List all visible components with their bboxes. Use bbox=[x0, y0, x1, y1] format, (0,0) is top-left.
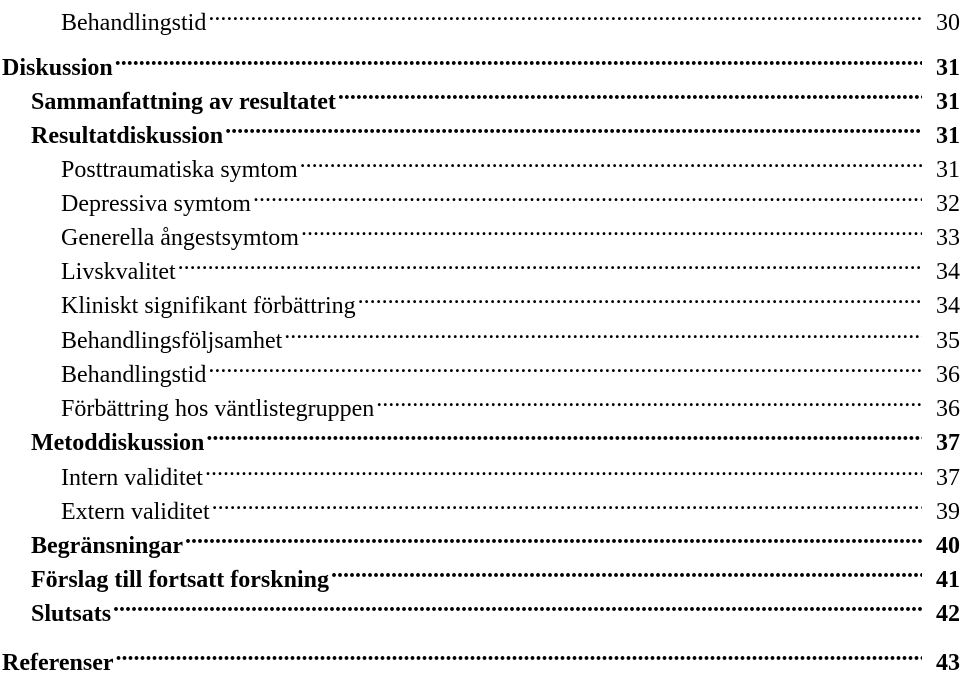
toc-entry-title: Behandlingsföljsamhet bbox=[61, 328, 283, 354]
toc-dot-leader bbox=[300, 147, 922, 177]
toc-entry[interactable] bbox=[0, 283, 960, 319]
toc-entry-page-number: 35 bbox=[936, 328, 960, 354]
toc-dot-leader bbox=[212, 489, 922, 519]
toc-entry-page-number: 36 bbox=[936, 362, 960, 388]
toc-entry-page-number: 30 bbox=[936, 10, 960, 36]
toc-dot-leader bbox=[301, 215, 922, 245]
toc-entry[interactable] bbox=[0, 455, 960, 491]
toc-dot-leader bbox=[205, 455, 922, 485]
toc-entry[interactable] bbox=[0, 0, 960, 36]
toc-entry[interactable] bbox=[0, 386, 960, 422]
toc-entry[interactable] bbox=[0, 147, 960, 183]
toc-dot-leader bbox=[178, 249, 922, 279]
toc-entry-page-number: 34 bbox=[936, 293, 960, 319]
toc-entry-page-number: 33 bbox=[936, 225, 960, 251]
toc-entry-title: Behandlingstid bbox=[61, 10, 207, 36]
toc-entry-page-number: 36 bbox=[936, 396, 960, 422]
toc-dot-leader bbox=[208, 352, 922, 382]
toc-entry-title: Generella ångestsymtom bbox=[61, 225, 299, 251]
toc-entry-page-number: 41 bbox=[936, 567, 960, 593]
toc-entry-title: Depressiva symtom bbox=[61, 191, 251, 217]
toc-dot-leader bbox=[115, 45, 922, 75]
toc-entry[interactable] bbox=[0, 489, 960, 525]
toc-entry-page-number: 31 bbox=[936, 89, 960, 115]
toc-dot-leader bbox=[376, 386, 922, 416]
toc-entry-title: Extern validitet bbox=[61, 499, 210, 525]
toc-entry-title: Kliniskt signifikant förbättring bbox=[61, 293, 356, 319]
toc-entry[interactable] bbox=[0, 352, 960, 388]
toc-entry[interactable] bbox=[0, 181, 960, 217]
toc-entry-title: Diskussion bbox=[2, 55, 113, 81]
toc-entry-page-number: 42 bbox=[936, 601, 960, 627]
toc-dot-leader bbox=[253, 181, 922, 211]
toc-entry[interactable] bbox=[0, 79, 960, 115]
toc-entry[interactable] bbox=[0, 45, 960, 81]
toc-entry-title: Intern validitet bbox=[61, 465, 203, 491]
toc-entry-title: Förslag till fortsatt forskning bbox=[31, 567, 329, 593]
toc-dot-leader bbox=[208, 0, 922, 30]
toc-entry-page-number: 39 bbox=[936, 499, 960, 525]
toc-entry[interactable] bbox=[0, 113, 960, 149]
toc-dot-leader bbox=[358, 283, 922, 313]
toc-dot-leader bbox=[185, 523, 922, 553]
toc-entry-title: Metoddiskussion bbox=[31, 430, 205, 456]
toc-entry-page-number: 31 bbox=[936, 55, 960, 81]
toc-entry-title: Begränsningar bbox=[31, 533, 184, 559]
toc-entry-page-number: 32 bbox=[936, 191, 960, 217]
toc-dot-leader bbox=[284, 318, 922, 348]
toc-entry[interactable] bbox=[0, 557, 960, 593]
toc-entry-page-number: 34 bbox=[936, 259, 960, 285]
toc-dot-leader bbox=[206, 420, 922, 450]
toc-entry-page-number: 37 bbox=[936, 430, 960, 456]
toc-entry[interactable] bbox=[0, 420, 960, 456]
toc-entry-title: Slutsats bbox=[31, 601, 112, 627]
toc-entry-page-number: 40 bbox=[936, 533, 960, 559]
toc-entry-title: Referenser bbox=[2, 650, 114, 676]
toc-entry-title: Livskvalitet bbox=[61, 259, 176, 285]
toc-entry[interactable] bbox=[0, 318, 960, 354]
toc-entry-title: Behandlingstid bbox=[61, 362, 207, 388]
toc-dot-leader bbox=[225, 113, 922, 143]
toc-entry-title: Sammanfattning av resultatet bbox=[31, 89, 336, 115]
toc-entry-page-number: 31 bbox=[936, 157, 960, 183]
toc-dot-leader bbox=[113, 591, 922, 621]
toc-entry[interactable] bbox=[0, 215, 960, 251]
toc-entry-title: Förbättring hos väntlistegruppen bbox=[61, 396, 375, 422]
toc-entry-page-number: 37 bbox=[936, 465, 960, 491]
toc-dot-leader bbox=[338, 79, 922, 109]
toc-entry[interactable] bbox=[0, 591, 960, 627]
toc-entry[interactable] bbox=[0, 523, 960, 559]
toc-dot-leader bbox=[331, 557, 922, 587]
toc-entry-page-number: 43 bbox=[936, 650, 960, 676]
toc-entry[interactable] bbox=[0, 249, 960, 285]
toc-entry-title: Resultatdiskussion bbox=[31, 123, 224, 149]
toc-entry-page-number: 31 bbox=[936, 123, 960, 149]
toc-entry-title: Posttraumatiska symtom bbox=[61, 157, 298, 183]
